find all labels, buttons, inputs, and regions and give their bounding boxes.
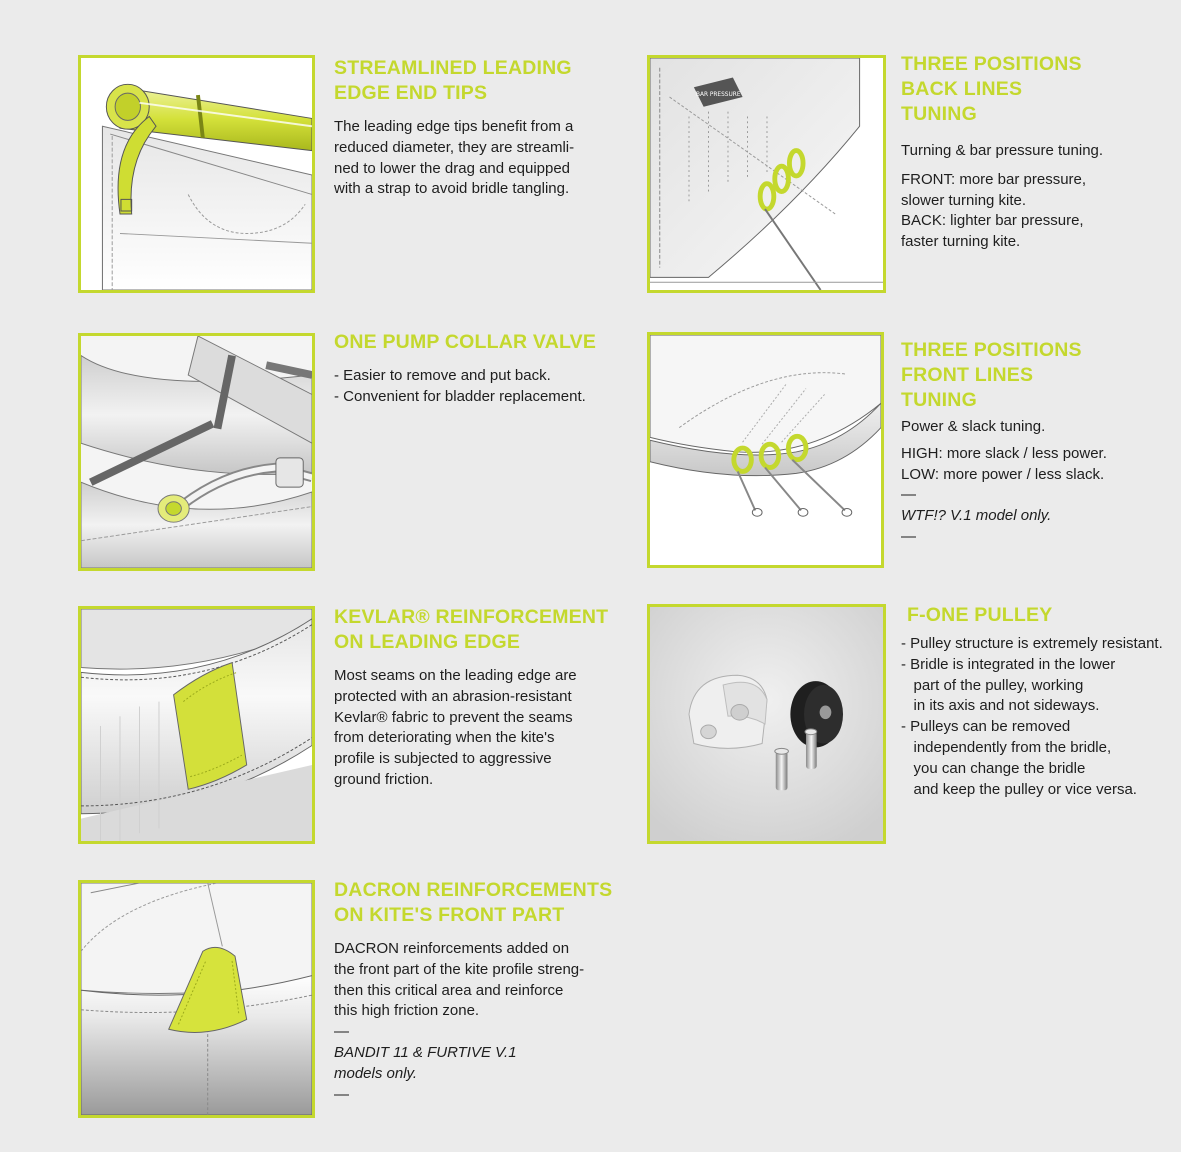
feature-title: THREE POSITIONS BACK LINES TUNING (901, 53, 1082, 125)
separator-dash: — (901, 486, 916, 504)
feature-text-line: you can change the bridle (901, 759, 1086, 777)
feature-title: STREAMLINED LEADING EDGE END TIPS (334, 57, 572, 104)
separator-dash: — (334, 1023, 349, 1041)
feature-text-line: The leading edge tips benefit from a (334, 118, 574, 135)
feature-title: DACRON REINFORCEMENTS ON KITE'S FRONT PART (334, 879, 613, 926)
front-lines-illustration (647, 332, 884, 568)
feature-text-line: - Pulley structure is extremely resistant. (901, 635, 1163, 652)
feature-title: KEVLAR® REINFORCEMENT ON LEADING EDGE (334, 606, 609, 653)
feature-text-line: - Convenient for bladder replacement. (334, 387, 586, 405)
feature-high-setting: HIGH: more slack / less power. (901, 444, 1107, 462)
feature-text-line: and keep the pulley or vice versa. (901, 780, 1137, 798)
bar-pressure-logo: BAR PRESSURE (695, 92, 741, 99)
feature-text-line: profile is subjected to aggressive (334, 750, 552, 768)
model-note: BANDIT 11 & FURTIVE V.1 models only. (334, 1043, 517, 1082)
feature-text-line: part of the pulley, working (901, 676, 1084, 694)
feature-text-line: independently from the bridle, (901, 738, 1112, 756)
separator-dash: — (901, 527, 916, 545)
kevlar-illustration (78, 606, 315, 844)
feature-back-setting: BACK: lighter bar pressure, faster turning kite. (901, 212, 1084, 251)
feature-text-line: the front part of the kite profile streng- (334, 960, 585, 978)
feature-text-line: from deteriorating when the kite's (334, 729, 555, 747)
feature-intro: Power & slack tuning. (901, 418, 1046, 435)
feature-text-line: Kevlar® fabric to prevent the seams (334, 708, 573, 726)
feature-title: ONE PUMP COLLAR VALVE (334, 331, 597, 353)
feature-text-line: ned to lower the drag and equipped (334, 159, 571, 177)
model-note: WTF!? V.1 model only. (901, 507, 1052, 525)
feature-text-line: then this critical area and reinforce (334, 981, 564, 999)
separator-dash: — (334, 1085, 349, 1103)
feature-text-line: with a strap to avoid bridle tangling. (334, 180, 570, 198)
feature-text-line: this high friction zone. (334, 1002, 480, 1020)
pulley-photo (647, 604, 886, 844)
feature-text-line: ground friction. (334, 770, 434, 788)
feature-text-line: - Bridle is integrated in the lower (901, 655, 1116, 673)
feature-low-setting: LOW: more power / less slack. (901, 465, 1105, 483)
pump-valve-illustration (78, 333, 315, 571)
back-lines-illustration (647, 55, 886, 293)
leading-edge-tip-illustration (78, 55, 315, 293)
feature-text-line: in its axis and not sideways. (901, 697, 1100, 715)
feature-front-setting: FRONT: more bar pressure, slower turning kite. (901, 170, 1087, 209)
feature-title: THREE POSITIONS FRONT LINES TUNING (901, 339, 1082, 411)
feature-text-line: - Pulleys can be removed (901, 718, 1071, 736)
feature-text-line: reduced diameter, they are streamli- (334, 138, 575, 156)
feature-intro: Turning & bar pressure tuning. (901, 142, 1104, 159)
feature-text-line: protected with an abrasion-resistant (334, 687, 572, 705)
feature-text-line: DACRON reinforcements added on (334, 940, 570, 957)
feature-text-line: Most seams on the leading edge are (334, 667, 577, 684)
feature-title: F-ONE PULLEY (907, 604, 1053, 626)
feature-text-line: - Easier to remove and put back. (334, 367, 551, 384)
dacron-illustration (78, 880, 315, 1118)
